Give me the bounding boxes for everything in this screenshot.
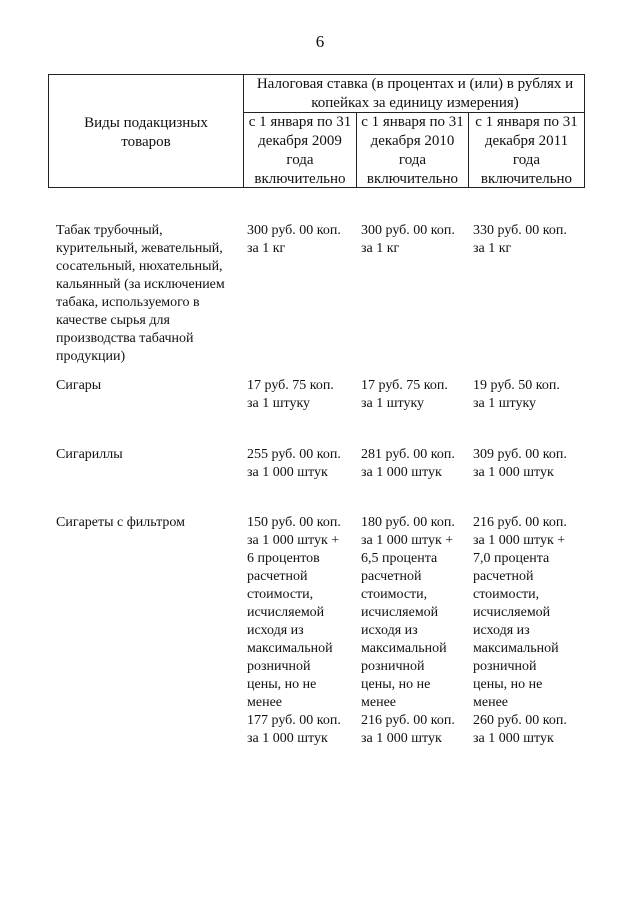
header-period-2010: с 1 января по 31 декабря 2010 года включительно (361, 114, 464, 187)
table-header (48, 74, 585, 188)
rate-tobacco-2009: 300 руб. 00 коп. за 1 кг (247, 223, 341, 256)
rate-cigars-2011: 19 руб. 50 коп. за 1 штуку (473, 378, 560, 411)
header-tax-rate: Налоговая ставка (в процентах и (или) в рублях и копейках за единицу измерения) (256, 76, 574, 111)
row-label-tobacco: Табак трубочный, курительный, жевательный, сосательный, нюхательный, кальянный (за исключением табака, используемого в качестве сырья для производства табачной продукции) (56, 223, 225, 364)
rate-cigarillos-2011: 309 руб. 00 коп. за 1 000 штук (473, 447, 567, 480)
row-label-cigars: Сигары (56, 378, 102, 393)
header-goods-type: Виды подакцизных товаров (84, 115, 208, 150)
header-period-2009: с 1 января по 31 декабря 2009 года включительно (248, 114, 352, 187)
header-divider-1 (243, 74, 244, 188)
rate-filter-cigarettes-2010: 180 руб. 00 коп. за 1 000 штук + 6,5 процента расчетной стоимости, исчисляемой исходя из максимальной розничной цены, но не менее 216 руб. 00 коп. за 1 000 штук (361, 515, 455, 746)
header-right-border (584, 74, 585, 188)
rate-filter-cigarettes-2009: 150 руб. 00 коп. за 1 000 штук + 6 процентов расчетной стоимости, исчисляемой исходя из максимальной розничной цены, но не менее 177 руб. 00 коп. за 1 000 штук (247, 515, 341, 746)
header-divider-3 (468, 112, 469, 188)
header-left-border (48, 74, 49, 188)
row-label-cigarillos: Сигариллы (56, 447, 123, 462)
rate-cigars-2010: 17 руб. 75 коп. за 1 штуку (361, 378, 448, 411)
rate-cigars-2009: 17 руб. 75 коп. за 1 штуку (247, 378, 334, 411)
header-divider-2 (356, 112, 357, 188)
rate-tobacco-2011: 330 руб. 00 коп. за 1 кг (473, 223, 567, 256)
rate-tobacco-2010: 300 руб. 00 коп. за 1 кг (361, 223, 455, 256)
rate-cigarillos-2009: 255 руб. 00 коп. за 1 000 штук (247, 447, 341, 480)
rate-filter-cigarettes-2011: 216 руб. 00 коп. за 1 000 штук + 7,0 процента расчетной стоимости, исчисляемой исходя из максимальной розничной цены, но не менее 260 руб. 00 коп. за 1 000 штук (473, 515, 567, 746)
page-number: 6 (315, 32, 325, 51)
rate-cigarillos-2010: 281 руб. 00 коп. за 1 000 штук (361, 447, 455, 480)
header-period-2011: с 1 января по 31 декабря 2011 года включительно (475, 114, 578, 187)
row-label-filter-cigarettes: Сигареты с фильтром (56, 515, 186, 530)
